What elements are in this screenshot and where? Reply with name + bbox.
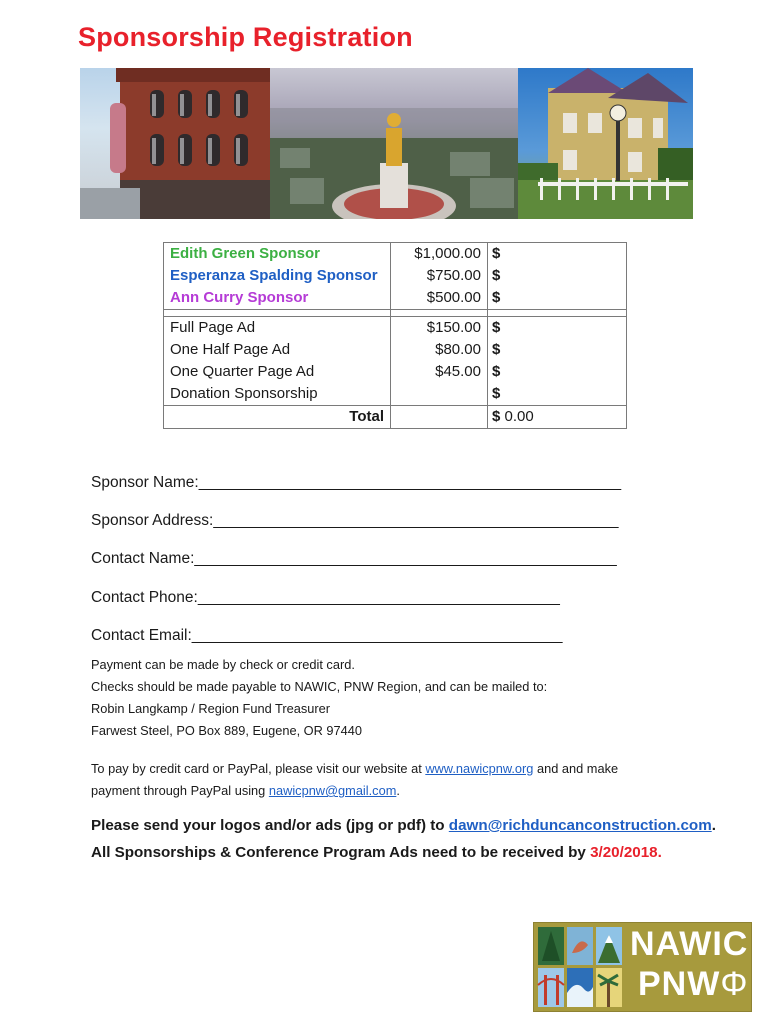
payment-line: Checks should be made payable to NAWIC, PNW Region, and can be mailed to: <box>91 679 548 694</box>
page-title: Sponsorship Registration <box>78 22 413 52</box>
table-row <box>164 265 627 287</box>
sponsor-level-amount: $500.00 <box>391 287 488 310</box>
victorian-house-photo <box>518 68 693 219</box>
total-spacer <box>391 406 488 429</box>
table-row <box>164 287 627 310</box>
table-row <box>164 243 627 266</box>
deadline-notice <box>91 839 662 866</box>
ad-option-entry[interactable]: $ <box>488 361 627 383</box>
total-amount: 0.00 <box>504 408 534 425</box>
paypal-text: . <box>396 783 400 798</box>
send-email-link[interactable]: dawn@richduncanconstruction.com <box>448 817 712 834</box>
ad-option-amount: $150.00 <box>391 317 488 340</box>
table-divider <box>164 310 627 317</box>
payment-line: Farwest Steel, PO Box 889, Eugene, OR 97440 <box>91 723 363 738</box>
contact-email-field[interactable]: Contact Email:___________________________________________ <box>91 627 563 644</box>
payment-line: Payment can be made by check or credit card. <box>91 657 355 672</box>
sponsor-level-name: Edith Green Sponsor <box>164 243 391 266</box>
sponsor-level-entry[interactable]: $ <box>488 287 627 310</box>
table-row <box>164 383 627 406</box>
table-row-total <box>164 406 627 429</box>
nawic-pnw-logo <box>533 922 752 1012</box>
table-row <box>164 317 627 340</box>
logo-text-pnw <box>638 965 748 1004</box>
ad-option-amount <box>391 383 488 406</box>
logo-pnw-text: PNW <box>638 965 721 1003</box>
contact-phone-field[interactable]: Contact Phone:__________________________________________ <box>91 589 560 606</box>
total-label: Total <box>164 406 391 429</box>
contact-name-field[interactable]: Contact Name:_________________________________________________ <box>91 550 617 567</box>
send-text: Please send your logos and/or ads (jpg or pdf) to <box>91 817 449 834</box>
paypal-text: payment through PayPal using <box>91 783 269 798</box>
sponsor-level-amount: $750.00 <box>391 265 488 287</box>
ad-option-name: Full Page Ad <box>164 317 391 340</box>
paypal-text: and and make <box>533 761 619 776</box>
phi-mark-icon: Φ <box>720 965 749 1003</box>
ad-option-entry[interactable]: $ <box>488 317 627 340</box>
send-text: . <box>711 817 716 834</box>
total-value[interactable] <box>488 406 627 429</box>
ad-option-entry[interactable]: $ <box>488 339 627 361</box>
ad-option-amount: $45.00 <box>391 361 488 383</box>
website-link[interactable]: www.nawicpnw.org <box>425 761 534 776</box>
table-row <box>164 339 627 361</box>
ad-option-name: One Quarter Page Ad <box>164 361 391 383</box>
deadline-date: 3/20/2018. <box>590 844 662 861</box>
total-dollar-sign: $ <box>492 408 501 425</box>
sponsor-level-entry[interactable]: $ <box>488 265 627 287</box>
sponsor-level-entry[interactable]: $ <box>488 243 627 266</box>
sponsor-name-field[interactable]: Sponsor Name:_________________________________________________ <box>91 474 622 491</box>
deadline-text: All Sponsorships & Conference Program Ads need to be received by <box>91 844 591 861</box>
sponsor-level-amount: $1,000.00 <box>391 243 488 266</box>
payment-instructions <box>91 654 547 742</box>
capitol-statue-photo <box>270 68 518 219</box>
ad-option-amount: $80.00 <box>391 339 488 361</box>
ad-option-name: One Half Page Ad <box>164 339 391 361</box>
ad-option-name: Donation Sponsorship <box>164 383 391 406</box>
header-photo-collage <box>80 68 693 219</box>
paypal-email-link[interactable]: nawicpnw@gmail.com <box>268 783 397 798</box>
payment-line: Robin Langkamp / Region Fund Treasurer <box>91 701 331 716</box>
paypal-line <box>91 780 618 802</box>
sponsor-address-field[interactable]: Sponsor Address:_______________________________________________ <box>91 512 619 529</box>
paypal-line <box>91 758 618 780</box>
sponsor-level-name: Esperanza Spalding Sponsor <box>164 265 391 287</box>
paypal-instructions <box>91 758 618 802</box>
brick-building-photo <box>80 68 270 219</box>
ad-option-entry[interactable]: $ <box>488 383 627 406</box>
table-row <box>164 361 627 383</box>
sponsor-level-name: Ann Curry Sponsor <box>164 287 391 310</box>
logo-text-nawic: NAWIC <box>630 925 749 963</box>
paypal-text: To pay by credit card or PayPal, please visit our website at <box>91 761 426 776</box>
send-logos-instruction <box>91 812 716 839</box>
sponsorship-fee-table <box>163 242 627 429</box>
